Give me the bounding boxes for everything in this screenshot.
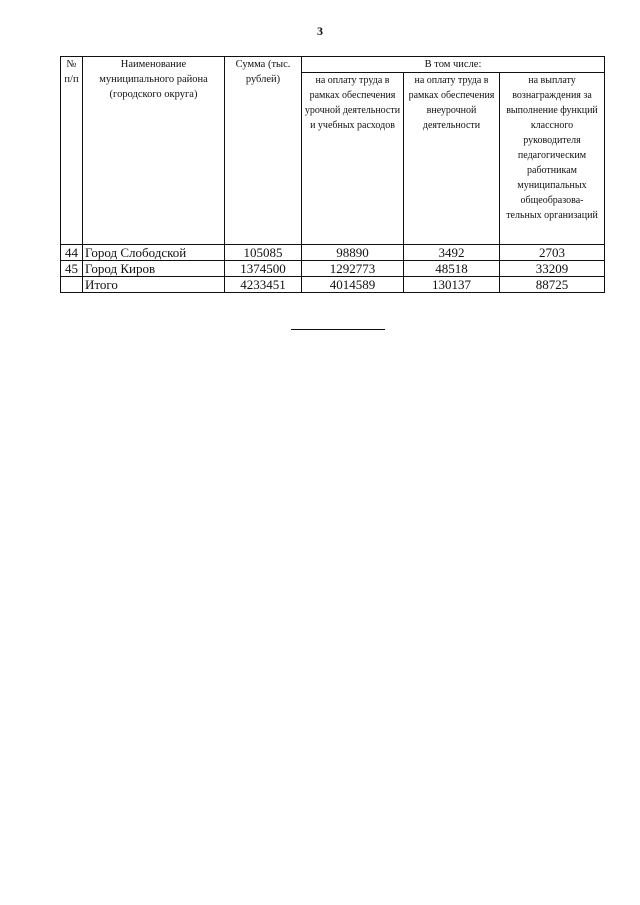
header-urochnaya: на оплату труда в рамках обеспечения урочной деятельности и учебных расходов [302,73,404,245]
header-sum: Сумма (тыс. рублей) [225,57,302,245]
header-num: № п/п [61,57,83,245]
row-c3: 33209 [500,261,605,277]
row-name: Итого [83,277,225,293]
header-name: Наименование муниципального района (городского округа) [83,57,225,245]
row-c1: 4014589 [302,277,404,293]
row-sum: 1374500 [225,261,302,277]
row-c3: 2703 [500,245,605,261]
row-c1: 98890 [302,245,404,261]
table-row-total [61,277,605,293]
table-row [61,245,605,261]
header-klassnoe-rukovodstvo: на выплату вознаграждения за выполнение функций классного руководителя педагогическим работникам муниципальных общеобразова- тельных организаций [500,73,605,245]
row-num: 45 [61,261,83,277]
header-vneurochnaya: на оплату труда в рамках обеспечения внеурочной деятельности [404,73,500,245]
row-c3: 88725 [500,277,605,293]
row-c2: 130137 [404,277,500,293]
row-name: Город Слободской [83,245,225,261]
page-number: 3 [317,24,323,38]
row-num [61,277,83,293]
row-c2: 48518 [404,261,500,277]
end-divider-line [291,329,385,330]
budget-table [60,56,605,293]
header-including: В том числе: [302,57,605,73]
row-sum: 4233451 [225,277,302,293]
table-row [61,261,605,277]
row-c1: 1292773 [302,261,404,277]
row-num: 44 [61,245,83,261]
row-name: Город Киров [83,261,225,277]
row-c2: 3492 [404,245,500,261]
row-sum: 105085 [225,245,302,261]
